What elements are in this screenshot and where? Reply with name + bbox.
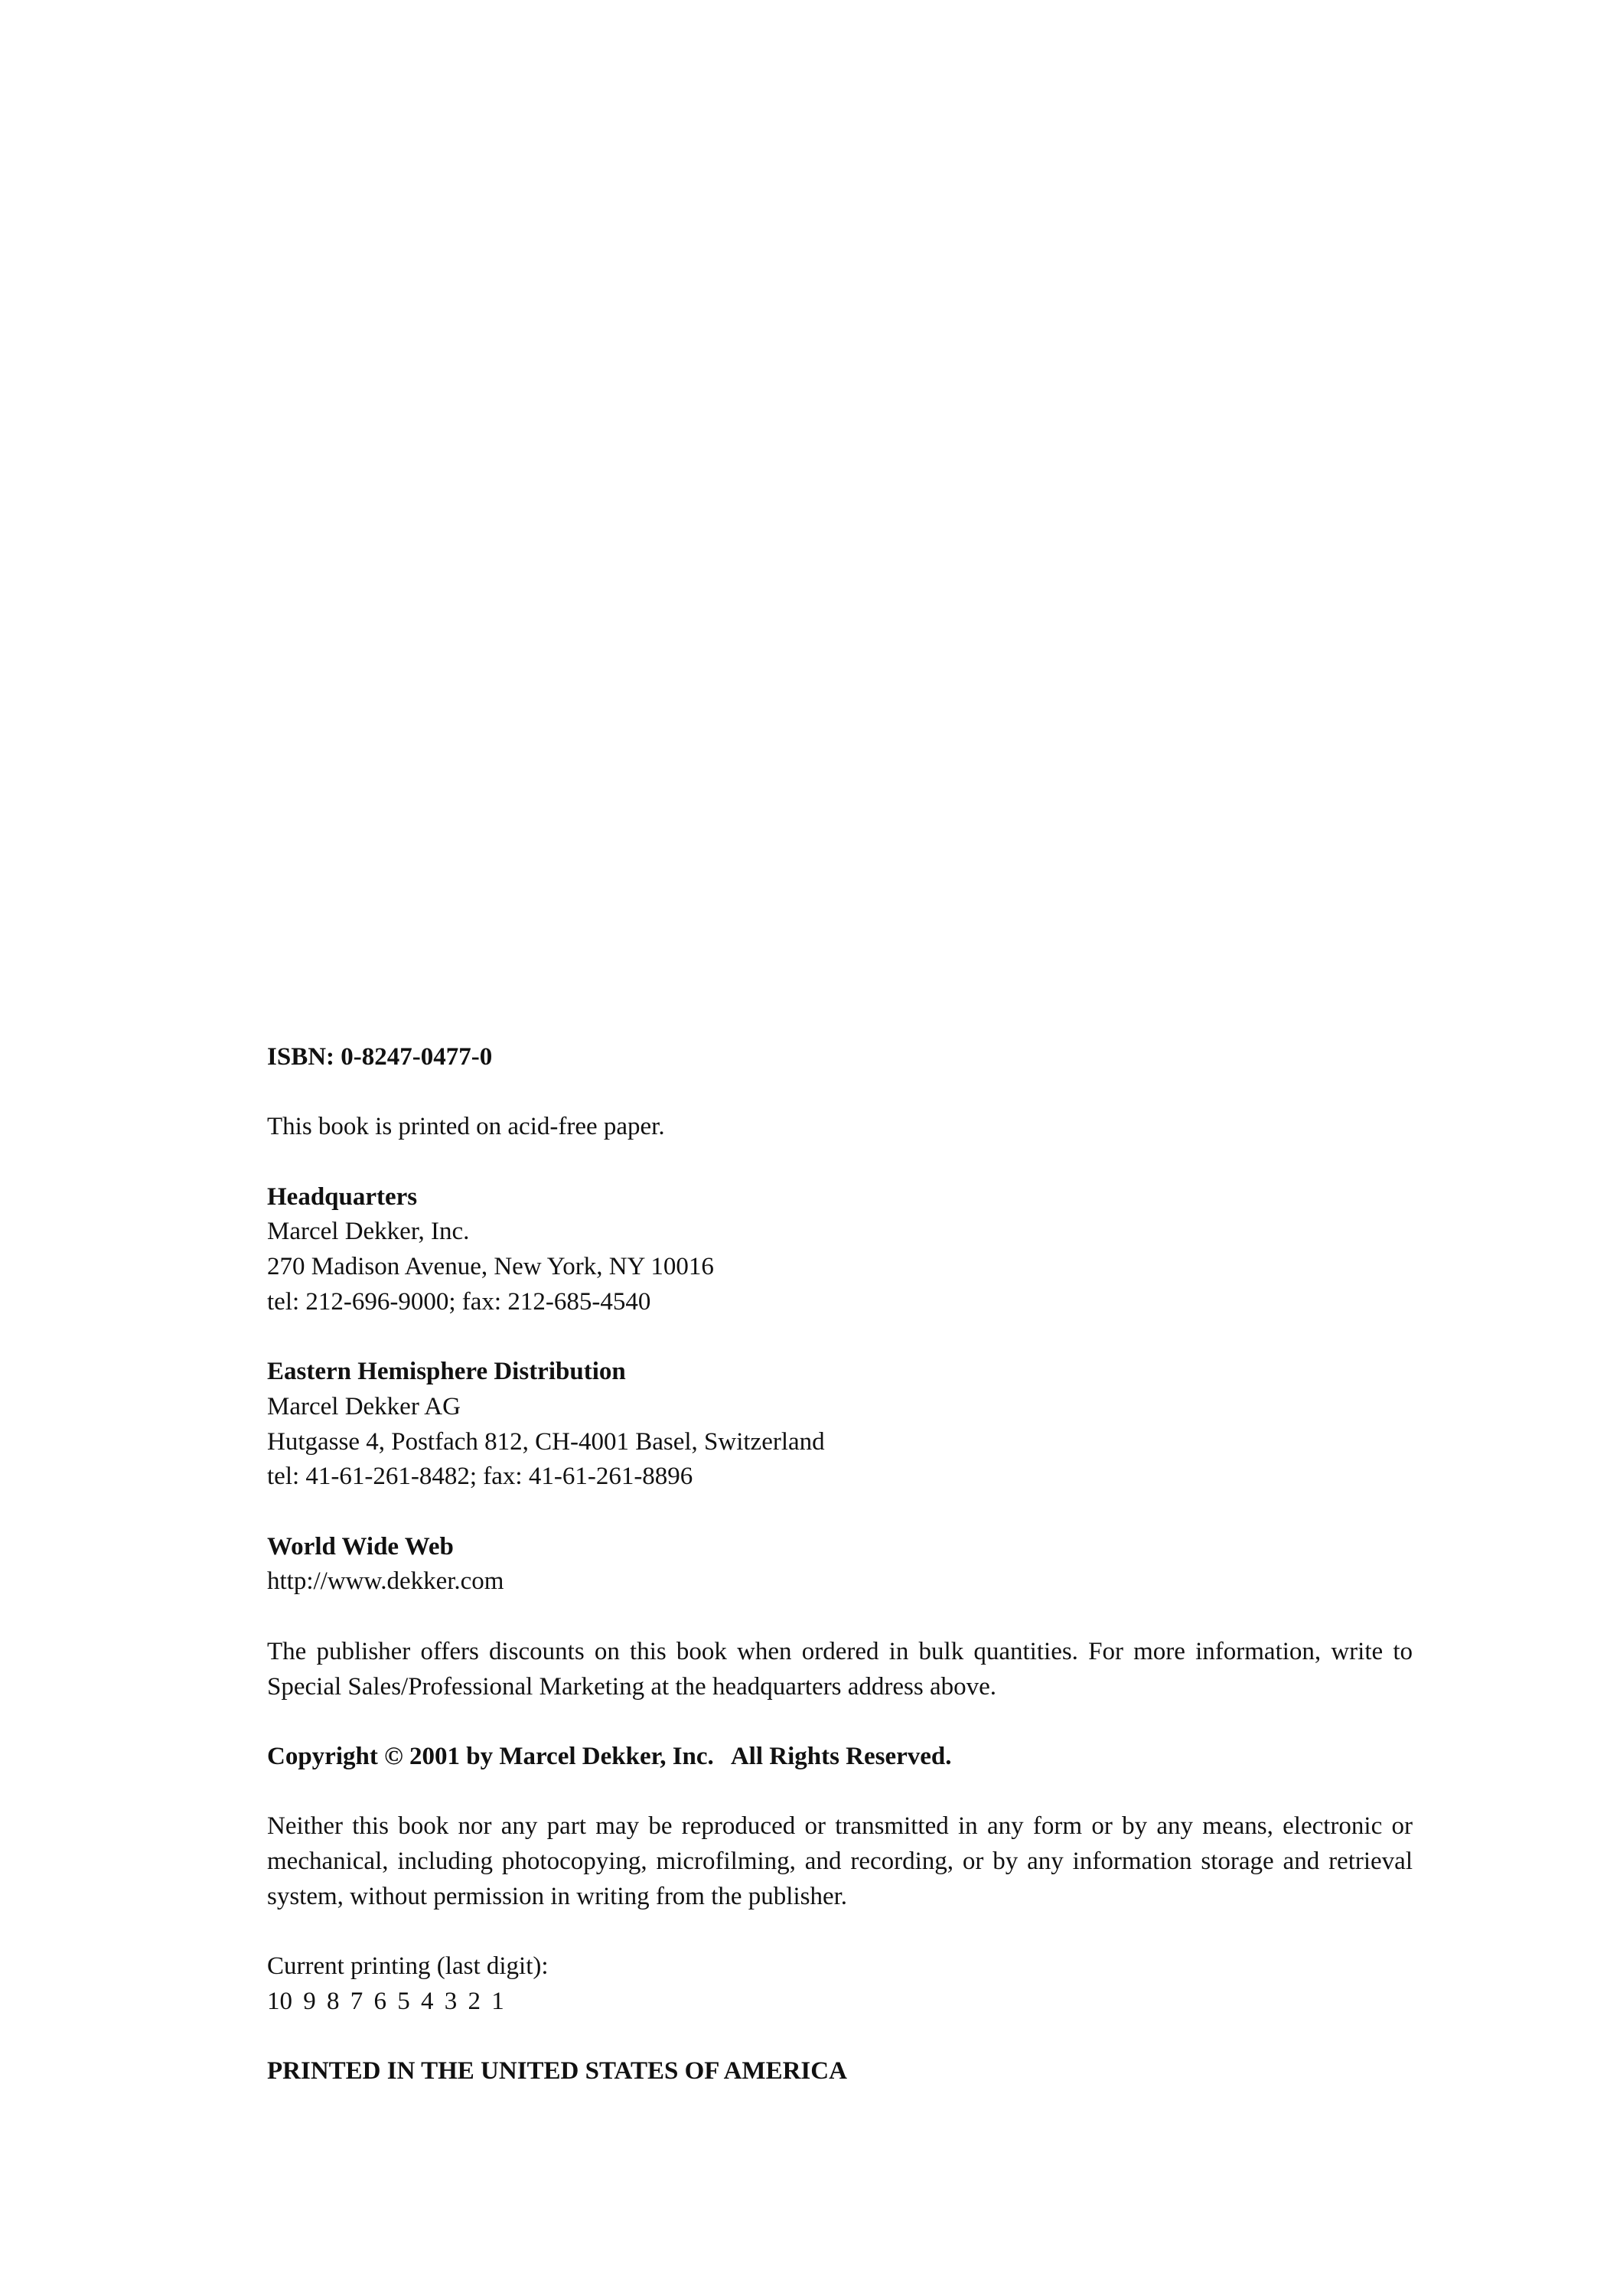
headquarters-address: 270 Madison Avenue, New York, NY 10016 (267, 1253, 714, 1281)
headquarters-heading: Headquarters (267, 1182, 418, 1211)
eastern-address: Hutgasse 4, Postfach 812, CH-4001 Basel, Switzerland (267, 1427, 825, 1456)
discount-paragraph: The publisher offers discounts on this book when ordered in bulk quantities. For more information, write to Special Sales/Professional Marketing at the headquarters address above. (267, 1637, 1413, 1701)
acid-free-note: This book is printed on acid-free paper. (267, 1113, 665, 1141)
headquarters-phone: tel: 212-696-9000; fax: 212-685-4540 (267, 1287, 651, 1316)
isbn: ISBN: 0-8247-0477-0 (267, 1043, 493, 1071)
copyright-notice: Copyright © 2001 by Marcel Dekker, Inc. (267, 1742, 714, 1770)
eastern-phone: tel: 41-61-261-8482; fax: 41-61-261-8896 (267, 1463, 693, 1491)
web-url[interactable]: http://www.dekker.com (267, 1567, 504, 1596)
printed-in: PRINTED IN THE UNITED STATES OF AMERICA (267, 2057, 847, 2086)
headquarters-name: Marcel Dekker, Inc. (267, 1218, 470, 1246)
copyright-page (267, 1040, 1413, 2089)
reproduction-paragraph: Neither this book nor any part may be reproduced or transmitted in any form or by any means, electronic or mechanical, including photocopying, microfilming, and recording, or by any information storage and retrieval system, without permission in writing from the publisher. (267, 1812, 1413, 1910)
eastern-heading: Eastern Hemisphere Distribution (267, 1358, 626, 1386)
rights-reserved: All Rights Reserved. (730, 1742, 952, 1770)
web-heading: World Wide Web (267, 1532, 454, 1561)
copyright-line (267, 1740, 1413, 1775)
printing-label: Current printing (last digit): (267, 1952, 549, 1981)
eastern-name: Marcel Dekker AG (267, 1392, 461, 1420)
printing-digits: 10 9 8 7 6 5 4 3 2 1 (267, 1987, 504, 2015)
